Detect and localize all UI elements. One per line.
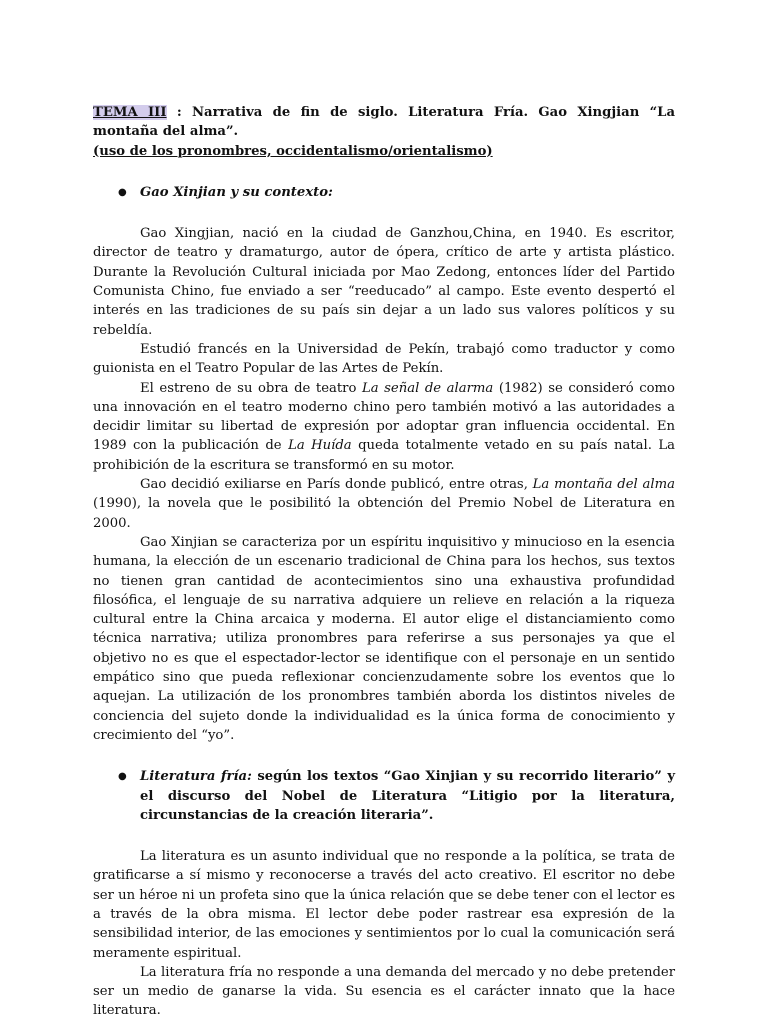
paragraph [93,475,675,533]
bullet-icon: ● [118,186,127,198]
paragraph-text: queda totalmente vetado en su país natal. La prohibición de la escritura se transformó en su motor. [93,438,676,473]
section-subtitle: según los textos “Gao Xinjian y su recorrido literario” y el discurso del Nobel de Literatura “Litigio por la literatura, circunstancias de la creación literaria”. [140,769,675,823]
paragraph-text: El estreno de su obra de teatro [140,380,362,396]
topic-subtitle: (uso de los pronombres, occidentalismo/orientalismo) [93,143,493,159]
section-title: Gao Xinjian y su contexto: [140,184,333,200]
paragraph-text: (1982) se consideró como una innovación en el teatro moderno chino pero también motivó a las autoridades a decidir limitar su libertad de expresión por adoptar gran influencia occidental. En 1989 con la publicación de [93,380,675,454]
bullet-icon: ● [118,771,127,783]
paragraph: Estudió francés en la Universidad de Pekín, trabajó como traductor y como guionista en el Teatro Popular de las Artes de Pekín. [93,341,675,377]
paragraph: Gao Xinjian se caracteriza por un espíritu inquisitivo y minucioso en la esencia humana, la elección de un escenario tradicional de China para los hechos, sus textos no tienen gran cantidad de acontecimientos sino una exhaustiva profundidad filosófica, el lenguaje de su narrativa adquiere un relieve en relación a la riqueza cultural entre la China arcaica y moderna. El autor elige el distanciamiento como técnica narrativa; utiliza pronombres para referirse a sus personajes ya que el objetivo no es que el espectador-lector se identifique con el personaje en un sentido empático sino que pueda reflexionar concienzudamente sobre los eventos que lo aquejan. La utilización de los pronombres también aborda los distintos niveles de conciencia del sujeto donde la individualidad es la única forma de conocimiento y crecimiento del “yo”. [93,534,675,743]
paragraph-text: Gao decidió exiliarse en París donde publicó, entre otras, [140,477,533,493]
work-title: La Huída [288,438,352,454]
work-title: La señal de alarma [361,380,494,396]
paragraph: La literatura fría no responde a una demanda del mercado y no debe pretender ser un medio de ganarse la vida. Su esencia es el carácter innato que la hace literatura. [93,964,675,1019]
topic-title: : Narrativa de fin de siglo. Literatura Fría. Gao Xingjian “La montaña del alma”. [93,105,675,140]
section-heading-literatura-fria [93,767,675,825]
document-heading [93,103,675,161]
paragraph: La literatura es un asunto individual que no responde a la política, se trata de gratificarse a sí mismo y reconocerse a través del acto creativo. El escritor no debe ser un héroe ni un profeta sino que la única relación que se debe tener con el lector es a través de la obra misma. El lector debe poder rastrear esa expresión de la sensibilidad interior, de las emociones y sentimientos por lo cual la comunicación será meramente espiritual. [93,849,675,961]
work-title: La montaña del alma [532,477,675,493]
paragraph-text: (1990), la novela que le posibilitó la obtención del Premio Nobel de Literatura en 2000. [93,496,675,531]
paragraph [93,379,675,475]
topic-label: TEMA III [93,105,167,120]
section-heading-context [93,183,675,202]
paragraph: Gao Xingjian, nació en la ciudad de Ganzhou,China, en 1940. Es escritor, director de teatro y dramaturgo, autor de ópera, crítico de arte y artista plástico. Durante la Revolución Cultural iniciada por Mao Zedong, entonces líder del Partido Comunista Chino, fue enviado a ser “reeducado” al campo. Este evento despertó el interés en las tradiciones de su país sin dejar a un lado sus valores políticos y su rebeldía. [93,226,675,338]
section-title: Literatura fría: [140,769,252,785]
